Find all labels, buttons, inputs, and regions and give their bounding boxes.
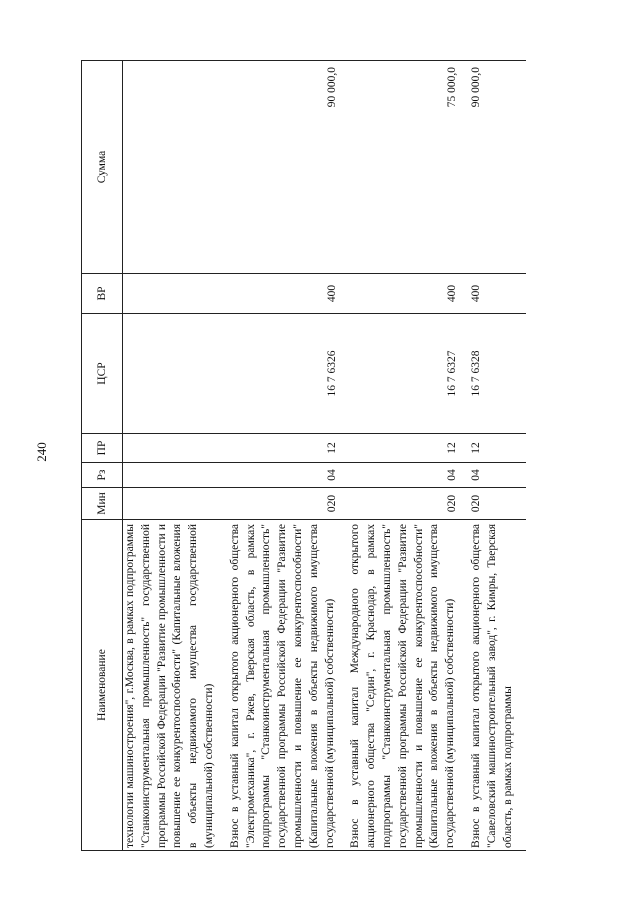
table-header-row [82,60,123,850]
row-name: Взнос в уставный капитал открытого акционерного общества "Савеловский машиностроительный завод", г. Кимры, Тверская область, в рамках подпрограммы [469,519,526,850]
page-number: 240 [34,442,49,462]
row-sum: 90 000,0 [469,60,526,273]
row-min: 020 [469,487,526,519]
table-row [469,60,526,850]
row-name: технологии машиностроения", г.Москва, в рамках подпрограммы "Станкоинструментальная промышленность" государственной программы Российской Федерации "Развитие промышленности и повышение ее конкурентоспособности" (Капитальные вложения в объекты недвижимого имущества государственной (муниципальной) собственности) [123,519,228,850]
row-vr: 400 [348,273,469,313]
row-sum: 90 000,0 [228,60,349,273]
row-min [123,487,228,519]
row-rz [123,462,228,487]
table-row [228,60,349,850]
row-vr [123,273,228,313]
header-csr: ЦСР [82,313,123,433]
row-pr: 12 [228,433,349,462]
row-pr: 12 [469,433,526,462]
row-pr [123,433,228,462]
budget-table [81,60,526,851]
row-csr [123,313,228,433]
row-rz: 04 [228,462,349,487]
header-vr: ВР [82,273,123,313]
header-sum: Сумма [82,60,123,273]
row-min: 020 [348,487,469,519]
row-name: Взнос в уставный капитал Международного открытого акционерного общества "Седин", г. Краснодар, в рамках подпрограммы "Станкоинструментальная промышленность" государственной программы Российской Федерации "Развитие промышленности и повышение ее конкурентоспособности" (Капитальные вложения в объекты недвижимого имущества государственной (муниципальной) собственности) [348,519,469,850]
row-vr: 400 [228,273,349,313]
rotated-page-content [81,61,621,851]
header-rz: Рз [82,462,123,487]
row-sum: 75 000,0 [348,60,469,273]
header-min: Мин [82,487,123,519]
row-min: 020 [228,487,349,519]
row-pr: 12 [348,433,469,462]
header-pr: ПР [82,433,123,462]
row-rz: 04 [348,462,469,487]
header-name: Наименование [82,519,123,850]
table-row [123,60,228,850]
table-row [348,60,469,850]
row-csr: 16 7 6326 [228,313,349,433]
row-rz: 04 [469,462,526,487]
row-sum [123,60,228,273]
row-csr: 16 7 6328 [469,313,526,433]
row-vr: 400 [469,273,526,313]
row-csr: 16 7 6327 [348,313,469,433]
row-name: Взнос в уставный капитал открытого акционерного общества "Электромеханика", г. Ржев, Тверская область, в рамках подпрограммы "Станкоинструментальная промышленность" государственной программы Российской Федерации "Развитие промышленности и повышение ее конкурентоспособности" (Капитальные вложения в объекты недвижимого имущества государственной (муниципальной) собственности) [228,519,349,850]
